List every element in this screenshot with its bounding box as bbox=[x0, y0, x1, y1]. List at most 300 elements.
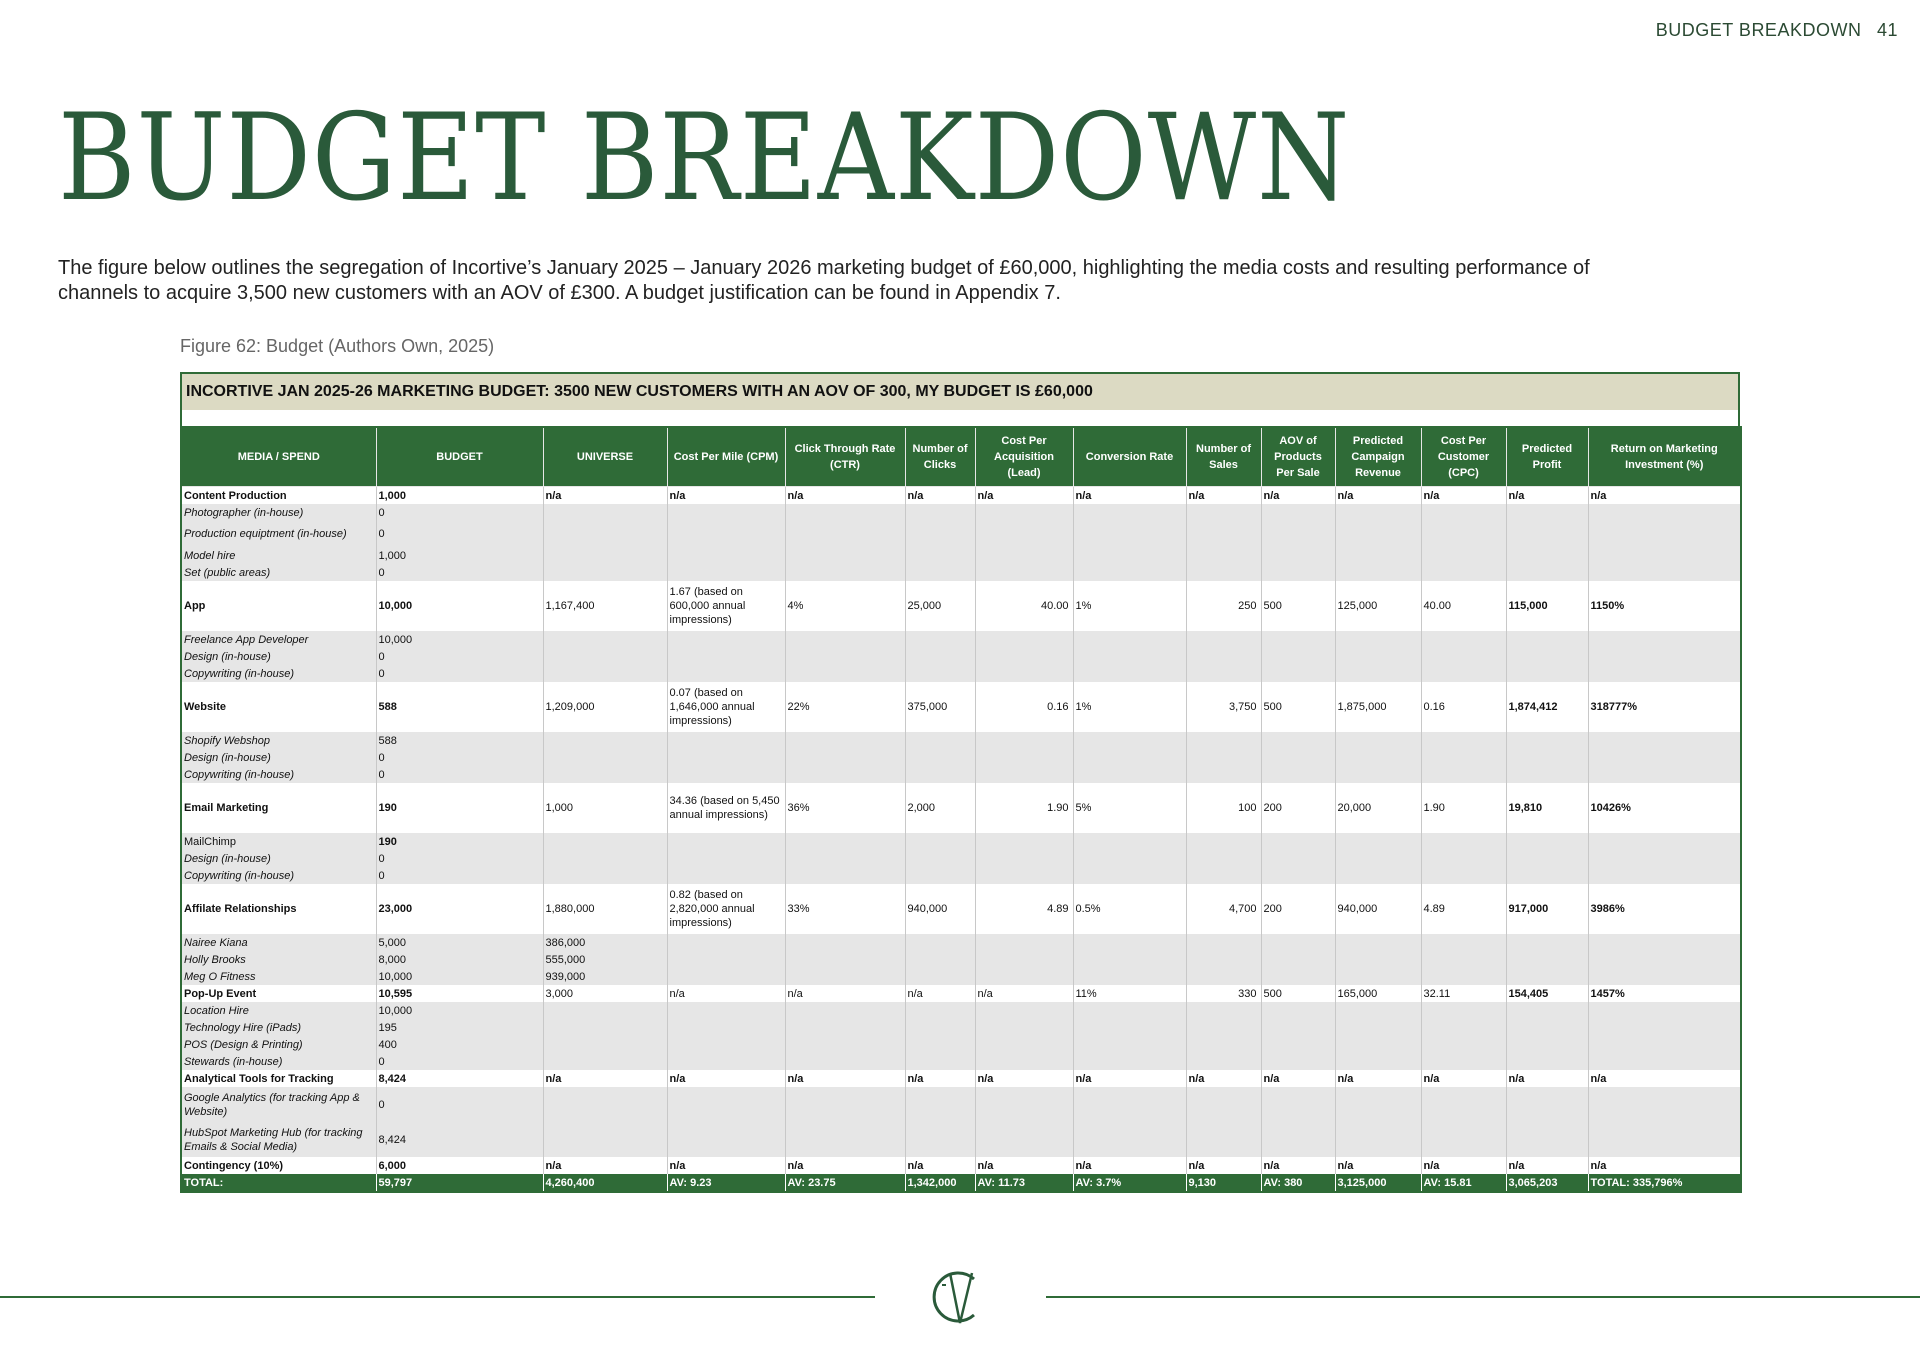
table-cell bbox=[785, 1019, 905, 1036]
table-cell bbox=[975, 732, 1073, 749]
table-cell bbox=[1186, 951, 1261, 968]
table-cell: n/a bbox=[1073, 487, 1186, 505]
table-cell: 10,000 bbox=[376, 968, 543, 985]
total-cell: 1,342,000 bbox=[905, 1174, 975, 1192]
total-cell: 9,130 bbox=[1186, 1174, 1261, 1192]
table-cell bbox=[1335, 1002, 1421, 1019]
table-cell: 0 bbox=[376, 867, 543, 884]
table-cell bbox=[1335, 1122, 1421, 1157]
table-cell bbox=[1335, 665, 1421, 682]
table-cell bbox=[1186, 1053, 1261, 1070]
table-cell bbox=[1261, 1036, 1335, 1053]
table-cell bbox=[905, 1036, 975, 1053]
table-cell bbox=[975, 749, 1073, 766]
table-cell bbox=[1261, 934, 1335, 951]
table-cell: 115,000 bbox=[1506, 581, 1588, 631]
banner-spacer bbox=[180, 410, 1740, 426]
table-cell bbox=[785, 504, 905, 521]
table-cell: 20,000 bbox=[1335, 783, 1421, 833]
table-cell: 330 bbox=[1186, 985, 1261, 1002]
table-cell bbox=[1421, 749, 1506, 766]
table-cell bbox=[1588, 951, 1741, 968]
table-cell bbox=[1335, 934, 1421, 951]
column-header: Number of Sales bbox=[1186, 427, 1261, 487]
table-cell: n/a bbox=[785, 1070, 905, 1087]
table-cell: Google Analytics (for tracking App & Website) bbox=[181, 1087, 376, 1122]
table-cell bbox=[1506, 648, 1588, 665]
table-cell bbox=[1506, 749, 1588, 766]
table-cell bbox=[1421, 766, 1506, 783]
table-cell: n/a bbox=[1506, 487, 1588, 505]
table-row bbox=[181, 487, 1741, 505]
table-cell: n/a bbox=[543, 1070, 667, 1087]
table-cell bbox=[543, 749, 667, 766]
table-cell bbox=[543, 648, 667, 665]
table-cell bbox=[1421, 564, 1506, 581]
table-row bbox=[181, 884, 1741, 934]
table-cell bbox=[1335, 521, 1421, 547]
table-cell bbox=[1186, 1036, 1261, 1053]
table-cell bbox=[785, 547, 905, 564]
table-cell bbox=[1506, 766, 1588, 783]
table-cell: n/a bbox=[1588, 1070, 1741, 1087]
table-cell bbox=[667, 732, 785, 749]
footer-rule-left bbox=[0, 1296, 875, 1298]
table-cell bbox=[1588, 504, 1741, 521]
table-cell bbox=[1261, 631, 1335, 648]
running-head-title: BUDGET BREAKDOWN bbox=[1655, 20, 1862, 40]
table-body bbox=[181, 487, 1741, 1193]
table-cell bbox=[1261, 951, 1335, 968]
table-cell: Shopify Webshop bbox=[181, 732, 376, 749]
table-cell: n/a bbox=[975, 985, 1073, 1002]
table-cell: 0 bbox=[376, 766, 543, 783]
table-cell: 4,700 bbox=[1186, 884, 1261, 934]
table-cell: Freelance App Developer bbox=[181, 631, 376, 648]
column-header: Click Through Rate (CTR) bbox=[785, 427, 905, 487]
table-cell: Affilate Relationships bbox=[181, 884, 376, 934]
table-cell bbox=[543, 1036, 667, 1053]
table-cell: n/a bbox=[1335, 487, 1421, 505]
total-cell: AV: 9.23 bbox=[667, 1174, 785, 1192]
table-header-row bbox=[181, 427, 1741, 487]
table-cell bbox=[1186, 766, 1261, 783]
table-cell bbox=[1335, 968, 1421, 985]
table-cell: 3,750 bbox=[1186, 682, 1261, 732]
table-cell bbox=[1186, 833, 1261, 850]
table-cell: n/a bbox=[543, 1157, 667, 1174]
table-cell bbox=[1421, 968, 1506, 985]
table-cell: 588 bbox=[376, 682, 543, 732]
table-cell bbox=[905, 951, 975, 968]
table-cell: 0 bbox=[376, 1053, 543, 1070]
table-cell: n/a bbox=[1335, 1157, 1421, 1174]
table-cell: n/a bbox=[667, 985, 785, 1002]
table-cell: 36% bbox=[785, 783, 905, 833]
table-cell: 588 bbox=[376, 732, 543, 749]
total-cell: 59,797 bbox=[376, 1174, 543, 1192]
total-cell: AV: 15.81 bbox=[1421, 1174, 1506, 1192]
table-cell: 165,000 bbox=[1335, 985, 1421, 1002]
table-cell bbox=[1588, 631, 1741, 648]
table-cell bbox=[543, 665, 667, 682]
table-cell bbox=[1506, 951, 1588, 968]
table-cell bbox=[975, 1087, 1073, 1122]
table-cell bbox=[667, 850, 785, 867]
table-cell: 555,000 bbox=[543, 951, 667, 968]
table-cell: 2,000 bbox=[905, 783, 975, 833]
table-cell bbox=[1186, 732, 1261, 749]
table-row bbox=[181, 985, 1741, 1002]
table-cell: n/a bbox=[667, 487, 785, 505]
table-cell bbox=[543, 766, 667, 783]
table-cell: n/a bbox=[785, 985, 905, 1002]
table-cell bbox=[667, 749, 785, 766]
table-cell bbox=[785, 833, 905, 850]
table-cell bbox=[785, 951, 905, 968]
table-cell: 22% bbox=[785, 682, 905, 732]
table-cell: n/a bbox=[1261, 1157, 1335, 1174]
table-cell bbox=[667, 631, 785, 648]
running-header bbox=[1656, 20, 1898, 41]
table-cell: 4.89 bbox=[1421, 884, 1506, 934]
table-cell bbox=[1186, 631, 1261, 648]
column-header: UNIVERSE bbox=[543, 427, 667, 487]
table-cell bbox=[785, 968, 905, 985]
table-cell: Analytical Tools for Tracking bbox=[181, 1070, 376, 1087]
table-cell bbox=[1073, 665, 1186, 682]
table-cell bbox=[785, 631, 905, 648]
table-cell bbox=[1421, 631, 1506, 648]
table-cell bbox=[667, 547, 785, 564]
table-row bbox=[181, 1036, 1741, 1053]
table-cell bbox=[905, 547, 975, 564]
table-cell: n/a bbox=[543, 487, 667, 505]
table-cell bbox=[905, 934, 975, 951]
table-cell: Website bbox=[181, 682, 376, 732]
table-cell bbox=[1073, 631, 1186, 648]
table-cell bbox=[905, 1002, 975, 1019]
table-cell bbox=[1186, 1122, 1261, 1157]
table-cell bbox=[1506, 968, 1588, 985]
budget-table bbox=[180, 426, 1742, 1193]
table-cell: n/a bbox=[975, 1070, 1073, 1087]
table-cell bbox=[1588, 833, 1741, 850]
table-cell bbox=[975, 564, 1073, 581]
column-header: BUDGET bbox=[376, 427, 543, 487]
table-cell bbox=[1506, 564, 1588, 581]
table-cell bbox=[1421, 732, 1506, 749]
budget-table-container bbox=[180, 372, 1740, 1193]
table-cell bbox=[1186, 968, 1261, 985]
table-cell bbox=[905, 833, 975, 850]
table-cell bbox=[667, 1053, 785, 1070]
table-cell: n/a bbox=[667, 1070, 785, 1087]
total-cell: TOTAL: 335,796% bbox=[1588, 1174, 1741, 1192]
table-cell: 1,000 bbox=[543, 783, 667, 833]
table-cell bbox=[1073, 521, 1186, 547]
table-cell bbox=[1588, 850, 1741, 867]
table-cell bbox=[1421, 1019, 1506, 1036]
table-cell: 0 bbox=[376, 648, 543, 665]
table-cell bbox=[975, 1036, 1073, 1053]
table-cell: 200 bbox=[1261, 884, 1335, 934]
table-cell bbox=[1261, 521, 1335, 547]
column-header: Cost Per Mile (CPM) bbox=[667, 427, 785, 487]
table-cell bbox=[975, 665, 1073, 682]
table-cell: n/a bbox=[1506, 1070, 1588, 1087]
table-cell: POS (Design & Printing) bbox=[181, 1036, 376, 1053]
table-cell bbox=[975, 504, 1073, 521]
table-cell bbox=[1073, 547, 1186, 564]
table-cell bbox=[1073, 934, 1186, 951]
table-cell: 11% bbox=[1073, 985, 1186, 1002]
table-cell: 23,000 bbox=[376, 884, 543, 934]
table-cell bbox=[975, 850, 1073, 867]
table-cell bbox=[1186, 934, 1261, 951]
table-cell bbox=[1261, 1002, 1335, 1019]
table-cell bbox=[1261, 1019, 1335, 1036]
table-cell: 0 bbox=[376, 504, 543, 521]
table-cell: 917,000 bbox=[1506, 884, 1588, 934]
table-cell: 10,000 bbox=[376, 1002, 543, 1019]
table-cell: n/a bbox=[1421, 1070, 1506, 1087]
table-cell bbox=[1335, 547, 1421, 564]
table-cell bbox=[667, 665, 785, 682]
table-cell bbox=[1588, 648, 1741, 665]
table-cell: 1,167,400 bbox=[543, 581, 667, 631]
table-cell bbox=[543, 1002, 667, 1019]
table-cell bbox=[543, 1122, 667, 1157]
table-cell: Design (in-house) bbox=[181, 749, 376, 766]
table-cell: 34.36 (based on 5,450 annual impressions) bbox=[667, 783, 785, 833]
table-row bbox=[181, 581, 1741, 631]
table-cell: 1,875,000 bbox=[1335, 682, 1421, 732]
table-cell bbox=[1335, 833, 1421, 850]
total-cell: AV: 11.73 bbox=[975, 1174, 1073, 1192]
column-header: AOV of Products Per Sale bbox=[1261, 427, 1335, 487]
table-cell: 1,209,000 bbox=[543, 682, 667, 732]
table-cell bbox=[905, 521, 975, 547]
table-cell bbox=[1186, 547, 1261, 564]
table-cell bbox=[1335, 564, 1421, 581]
table-cell: 10,000 bbox=[376, 631, 543, 648]
table-cell bbox=[667, 1122, 785, 1157]
table-cell bbox=[1186, 850, 1261, 867]
table-cell bbox=[1506, 1002, 1588, 1019]
table-cell bbox=[667, 504, 785, 521]
table-cell bbox=[1421, 1087, 1506, 1122]
table-cell: 10426% bbox=[1588, 783, 1741, 833]
table-cell: 195 bbox=[376, 1019, 543, 1036]
table-row bbox=[181, 1053, 1741, 1070]
table-cell: 125,000 bbox=[1335, 581, 1421, 631]
table-cell: n/a bbox=[1335, 1070, 1421, 1087]
table-cell: n/a bbox=[905, 1070, 975, 1087]
table-cell bbox=[667, 968, 785, 985]
footer-rule-right bbox=[1046, 1296, 1920, 1298]
table-cell: 40.00 bbox=[975, 581, 1073, 631]
table-cell: Copywriting (in-house) bbox=[181, 665, 376, 682]
table-row bbox=[181, 1157, 1741, 1174]
table-cell: n/a bbox=[1506, 1157, 1588, 1174]
table-banner: INCORTIVE JAN 2025-26 MARKETING BUDGET: 3500 NEW CUSTOMERS WITH AN AOV OF 300, MY BUDGET IS £60,000 bbox=[180, 372, 1740, 410]
table-cell: 6,000 bbox=[376, 1157, 543, 1174]
table-cell bbox=[975, 1122, 1073, 1157]
table-cell bbox=[905, 1053, 975, 1070]
total-cell: AV: 3.7% bbox=[1073, 1174, 1186, 1192]
table-cell: 0 bbox=[376, 749, 543, 766]
table-cell bbox=[905, 1122, 975, 1157]
table-cell: 190 bbox=[376, 783, 543, 833]
table-cell bbox=[975, 631, 1073, 648]
table-cell: 250 bbox=[1186, 581, 1261, 631]
table-row bbox=[181, 1002, 1741, 1019]
table-cell bbox=[1588, 1053, 1741, 1070]
table-cell bbox=[975, 951, 1073, 968]
total-cell: AV: 380 bbox=[1261, 1174, 1335, 1192]
total-cell: TOTAL: bbox=[181, 1174, 376, 1192]
table-cell bbox=[543, 1053, 667, 1070]
table-cell: MailChimp bbox=[181, 833, 376, 850]
table-cell bbox=[1073, 1087, 1186, 1122]
table-cell bbox=[785, 564, 905, 581]
table-cell: n/a bbox=[905, 487, 975, 505]
table-cell bbox=[1506, 665, 1588, 682]
table-cell bbox=[1261, 1053, 1335, 1070]
table-cell bbox=[1073, 749, 1186, 766]
table-cell bbox=[1421, 867, 1506, 884]
table-cell: 500 bbox=[1261, 581, 1335, 631]
table-cell bbox=[1073, 968, 1186, 985]
table-cell bbox=[905, 648, 975, 665]
table-row bbox=[181, 564, 1741, 581]
table-cell bbox=[1335, 732, 1421, 749]
table-cell: n/a bbox=[1261, 487, 1335, 505]
column-header: Number of Clicks bbox=[905, 427, 975, 487]
table-cell bbox=[975, 1002, 1073, 1019]
table-cell bbox=[1261, 665, 1335, 682]
table-cell bbox=[1073, 1053, 1186, 1070]
table-cell bbox=[1261, 850, 1335, 867]
table-row bbox=[181, 783, 1741, 833]
table-cell bbox=[975, 521, 1073, 547]
table-cell: 375,000 bbox=[905, 682, 975, 732]
table-cell bbox=[785, 766, 905, 783]
table-cell bbox=[1073, 1036, 1186, 1053]
table-cell bbox=[785, 1053, 905, 1070]
table-cell: 4% bbox=[785, 581, 905, 631]
table-cell: 1,000 bbox=[376, 487, 543, 505]
table-cell bbox=[1261, 504, 1335, 521]
table-cell: 386,000 bbox=[543, 934, 667, 951]
table-cell: n/a bbox=[975, 1157, 1073, 1174]
table-cell bbox=[785, 1002, 905, 1019]
table-row bbox=[181, 1070, 1741, 1087]
cv-monogram-icon bbox=[928, 1265, 992, 1334]
table-cell: 500 bbox=[1261, 985, 1335, 1002]
table-cell bbox=[975, 934, 1073, 951]
table-cell: 3986% bbox=[1588, 884, 1741, 934]
table-cell bbox=[1506, 504, 1588, 521]
table-cell bbox=[1073, 564, 1186, 581]
table-cell bbox=[667, 833, 785, 850]
table-cell bbox=[1421, 1053, 1506, 1070]
table-cell: n/a bbox=[1073, 1070, 1186, 1087]
table-row bbox=[181, 867, 1741, 884]
table-cell: 25,000 bbox=[905, 581, 975, 631]
table-cell bbox=[785, 648, 905, 665]
table-cell bbox=[1421, 1002, 1506, 1019]
table-cell bbox=[1588, 766, 1741, 783]
table-cell bbox=[1261, 766, 1335, 783]
column-header: MEDIA / SPEND bbox=[181, 427, 376, 487]
table-cell bbox=[1186, 648, 1261, 665]
intro-paragraph: The figure below outlines the segregation of Incortive’s January 2025 – January 2026 marketing budget of £60,000, highlighting the media costs and resulting performance of channels to acquire 3,500 new customers with an AOV of £300. A budget justification can be found in Appendix 7. bbox=[58, 257, 1590, 304]
table-cell bbox=[905, 968, 975, 985]
table-cell: Production equiptment (in-house) bbox=[181, 521, 376, 547]
table-cell bbox=[905, 732, 975, 749]
table-cell: n/a bbox=[1421, 1157, 1506, 1174]
table-cell bbox=[975, 867, 1073, 884]
table-cell: 0.16 bbox=[1421, 682, 1506, 732]
table-cell: 3,000 bbox=[543, 985, 667, 1002]
page-number: 41 bbox=[1876, 20, 1898, 40]
table-cell bbox=[543, 564, 667, 581]
table-cell bbox=[785, 665, 905, 682]
table-cell bbox=[1506, 934, 1588, 951]
table-cell: 318777% bbox=[1588, 682, 1741, 732]
table-cell bbox=[1588, 867, 1741, 884]
table-cell bbox=[1506, 547, 1588, 564]
table-cell: App bbox=[181, 581, 376, 631]
table-cell bbox=[1588, 1122, 1741, 1157]
table-cell bbox=[1588, 564, 1741, 581]
table-row bbox=[181, 1019, 1741, 1036]
table-cell bbox=[1335, 504, 1421, 521]
table-cell: HubSpot Marketing Hub (for tracking Emails & Social Media) bbox=[181, 1122, 376, 1157]
table-row bbox=[181, 749, 1741, 766]
table-cell bbox=[1073, 951, 1186, 968]
figure-caption: Figure 62: Budget (Authors Own, 2025) bbox=[180, 336, 495, 356]
table-row bbox=[181, 833, 1741, 850]
table-cell bbox=[1261, 732, 1335, 749]
table-row bbox=[181, 766, 1741, 783]
table-cell: 400 bbox=[376, 1036, 543, 1053]
table-cell: Copywriting (in-house) bbox=[181, 867, 376, 884]
table-cell: 939,000 bbox=[543, 968, 667, 985]
table-cell: 1,880,000 bbox=[543, 884, 667, 934]
table-cell: 0.07 (based on 1,646,000 annual impressions) bbox=[667, 682, 785, 732]
table-cell: n/a bbox=[905, 985, 975, 1002]
table-cell bbox=[667, 521, 785, 547]
table-cell bbox=[785, 749, 905, 766]
table-cell bbox=[1421, 504, 1506, 521]
table-row bbox=[181, 665, 1741, 682]
table-cell: 40.00 bbox=[1421, 581, 1506, 631]
table-cell bbox=[1073, 766, 1186, 783]
table-cell bbox=[543, 547, 667, 564]
table-cell bbox=[1186, 867, 1261, 884]
page-title: BUDGET BREAKDOWN bbox=[58, 89, 1351, 228]
table-cell bbox=[1421, 665, 1506, 682]
table-cell bbox=[785, 521, 905, 547]
table-cell: Holly Brooks bbox=[181, 951, 376, 968]
table-cell bbox=[543, 833, 667, 850]
table-cell: Location Hire bbox=[181, 1002, 376, 1019]
table-cell bbox=[1261, 749, 1335, 766]
table-cell bbox=[1421, 951, 1506, 968]
